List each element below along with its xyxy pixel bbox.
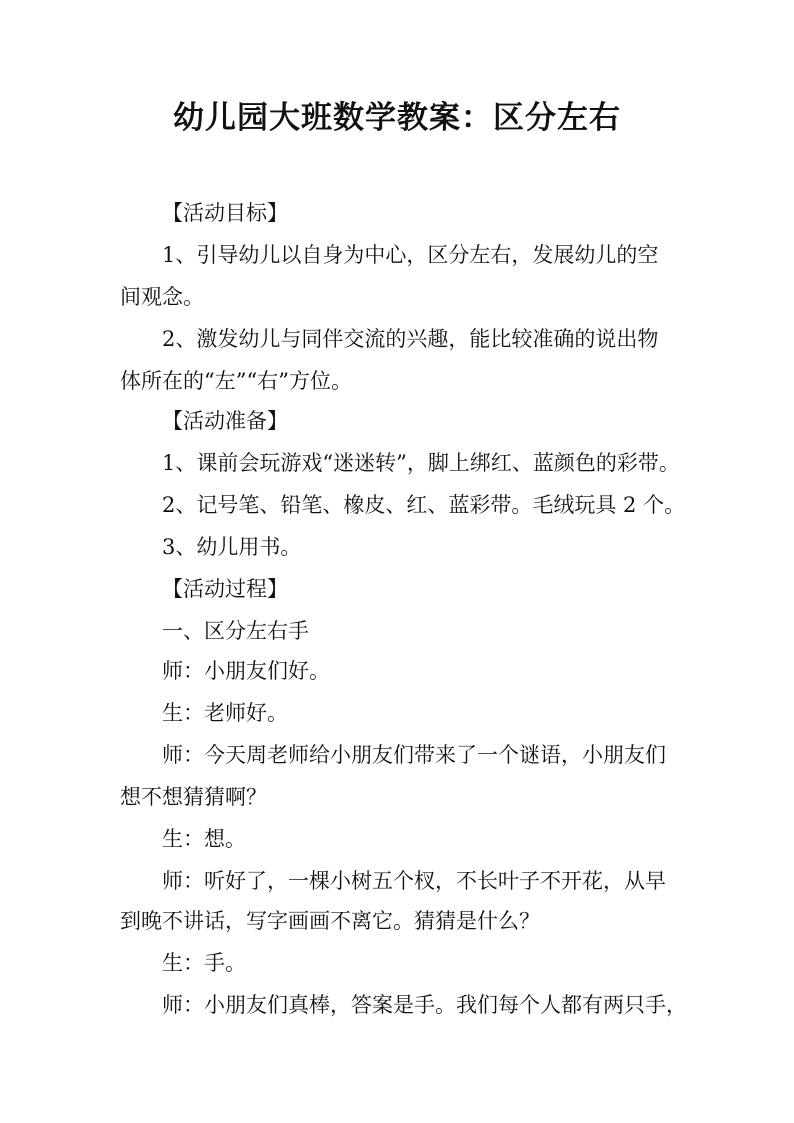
paragraph-line: 2、激发幼儿与同伴交流的兴趣，能比较准确的说出物: [162, 327, 659, 351]
section-heading-preparation: 【活动准备】: [162, 409, 288, 433]
section-heading-process: 【活动过程】: [162, 577, 288, 601]
dialogue-line: 生：老师好。: [162, 701, 288, 725]
dialogue-line: 生：手。: [162, 951, 246, 975]
dialogue-line: 到晚不讲话，写字画画不离它。猜猜是什么？: [120, 909, 540, 933]
dialogue-line: 想不想猜猜啊？: [120, 785, 267, 809]
paragraph-line: 1、引导幼儿以自身为中心，区分左右，发展幼儿的空: [162, 243, 659, 267]
dialogue-line: 师：今天周老师给小朋友们带来了一个谜语，小朋友们: [162, 743, 666, 767]
paragraph-line: 3、幼儿用书。: [162, 535, 302, 559]
dialogue-line: 生：想。: [162, 827, 246, 851]
dialogue-line: 师：小朋友们真棒，答案是手。我们每个人都有两只手，: [162, 993, 687, 1017]
paragraph-line: 1、课前会玩游戏“迷迷转”，脚上绑红、蓝颜色的彩带。: [162, 451, 680, 475]
paragraph-line: 体所在的“左”“右”方位。: [120, 369, 352, 393]
dialogue-line: 师：小朋友们好。: [162, 659, 330, 683]
dialogue-line: 师：听好了，一棵小树五个杈，不长叶子不开花，从早: [162, 869, 666, 893]
paragraph-line: 间观念。: [120, 285, 204, 309]
section-heading-goals: 【活动目标】: [162, 201, 288, 225]
paragraph-line: 2、记号笔、铅笔、橡皮、红、蓝彩带。毛绒玩具 2 个。: [162, 493, 686, 517]
document-title: 幼儿园大班数学教案：区分左右: [173, 100, 621, 136]
subsection-heading: 一、区分左右手: [162, 619, 309, 643]
